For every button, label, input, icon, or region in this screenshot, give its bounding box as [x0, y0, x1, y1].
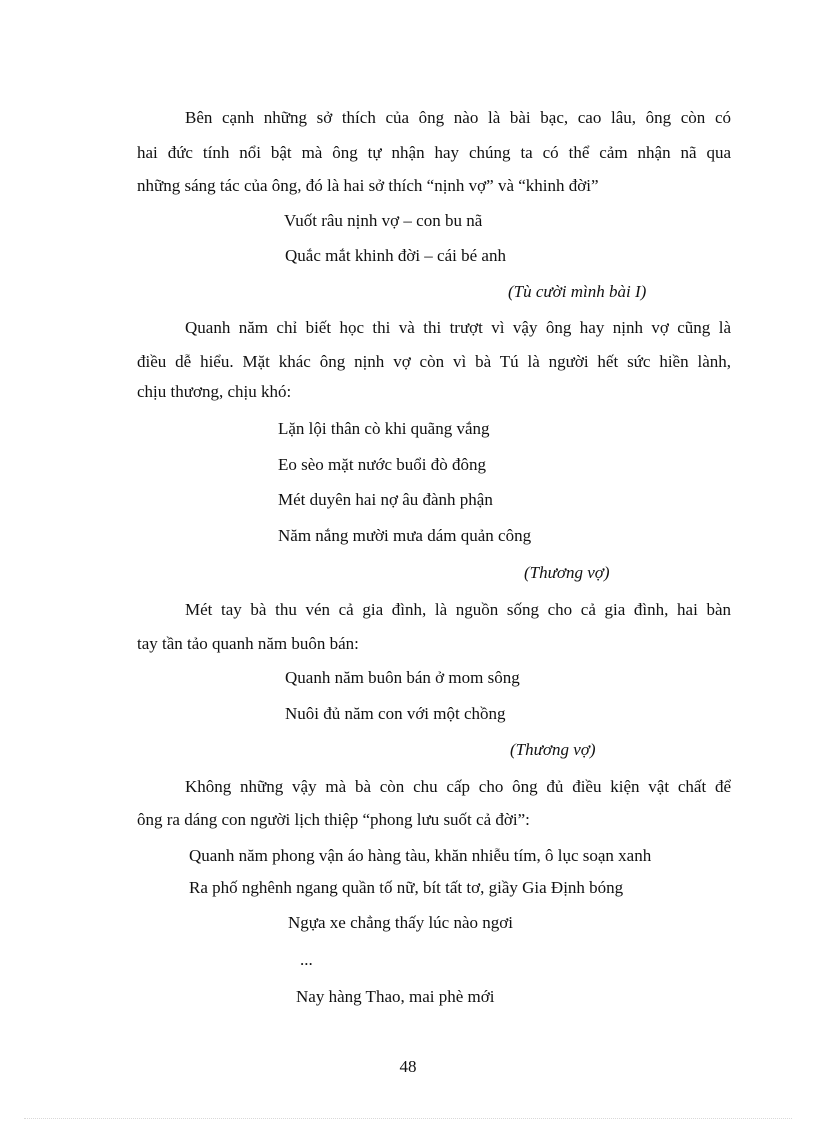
poem-1-line-1: Vuốt râu nịnh vợ – con bu nã [284, 211, 483, 230]
poem-4-line-1: Quanh năm phong vận áo hàng tàu, khăn nhiễu tím, ô lục soạn xanh [189, 846, 652, 865]
poem-2-line-3: Mét duyên hai nợ âu đành phận [278, 490, 493, 509]
paragraph-3-line-1: Mét tay bà thu vén cả gia đình, là nguồn sống cho cả gia đình, hai bàn [185, 600, 731, 619]
page-bottom-rule [24, 1118, 792, 1119]
paragraph-2-line-3: chịu thương, chịu khó: [137, 382, 292, 401]
poem-1-citation: (Tù cười mình bài I) [508, 282, 647, 301]
page-number: 48 [399, 1057, 417, 1076]
poem-2-line-4: Năm nắng mười mưa dám quản công [278, 526, 532, 545]
paragraph-4-line-1: Không những vậy mà bà còn chu cấp cho ông đủ điều kiện vật chất để [185, 777, 731, 796]
poem-2-citation: (Thương vợ) [524, 563, 610, 582]
poem-3-citation: (Thương vợ) [510, 740, 596, 759]
poem-4-line-5: Nay hàng Thao, mai phè mới [296, 987, 495, 1006]
paragraph-3-line-2: tay tần tảo quanh năm buôn bán: [137, 634, 359, 653]
poem-4-line-3: Ngựa xe chẳng thấy lúc nào ngơi [288, 913, 513, 932]
poem-4-ellipsis: ... [300, 950, 313, 969]
poem-4-line-2: Ra phố nghênh ngang quần tố nữ, bít tất tơ, giầy Gia Định bóng [189, 878, 624, 897]
paragraph-4-line-2: ông ra dáng con người lịch thiệp “phong lưu suốt cả đời”: [137, 810, 530, 829]
paragraph-1-line-3: những sáng tác của ông, đó là hai sở thích “nịnh vợ” và “khinh đời” [137, 176, 599, 195]
poem-3-line-1: Quanh năm buôn bán ở mom sông [285, 668, 520, 687]
poem-3-line-2: Nuôi đủ năm con với một chồng [285, 704, 506, 723]
poem-2-line-2: Eo sèo mặt nước buổi đò đông [278, 455, 487, 474]
paragraph-1-line-2: hai đức tính nổi bật mà ông tự nhận hay chúng ta có thể cảm nhận nã qua [137, 143, 731, 162]
poem-2-line-1: Lặn lội thân cò khi quãng vắng [278, 419, 490, 438]
paragraph-2-line-1: Quanh năm chỉ biết học thi và thi trượt vì vậy ông hay nịnh vợ cũng là [185, 318, 731, 337]
paragraph-2-line-2: điều dễ hiểu. Mặt khác ông nịnh vợ còn vì bà Tú là người hết sức hiền lành, [137, 352, 731, 371]
poem-1-line-2: Quắc mắt khinh đời – cái bé anh [285, 246, 506, 265]
paragraph-1-line-1: Bên cạnh những sở thích của ông nào là bài bạc, cao lâu, ông còn có [185, 108, 731, 127]
